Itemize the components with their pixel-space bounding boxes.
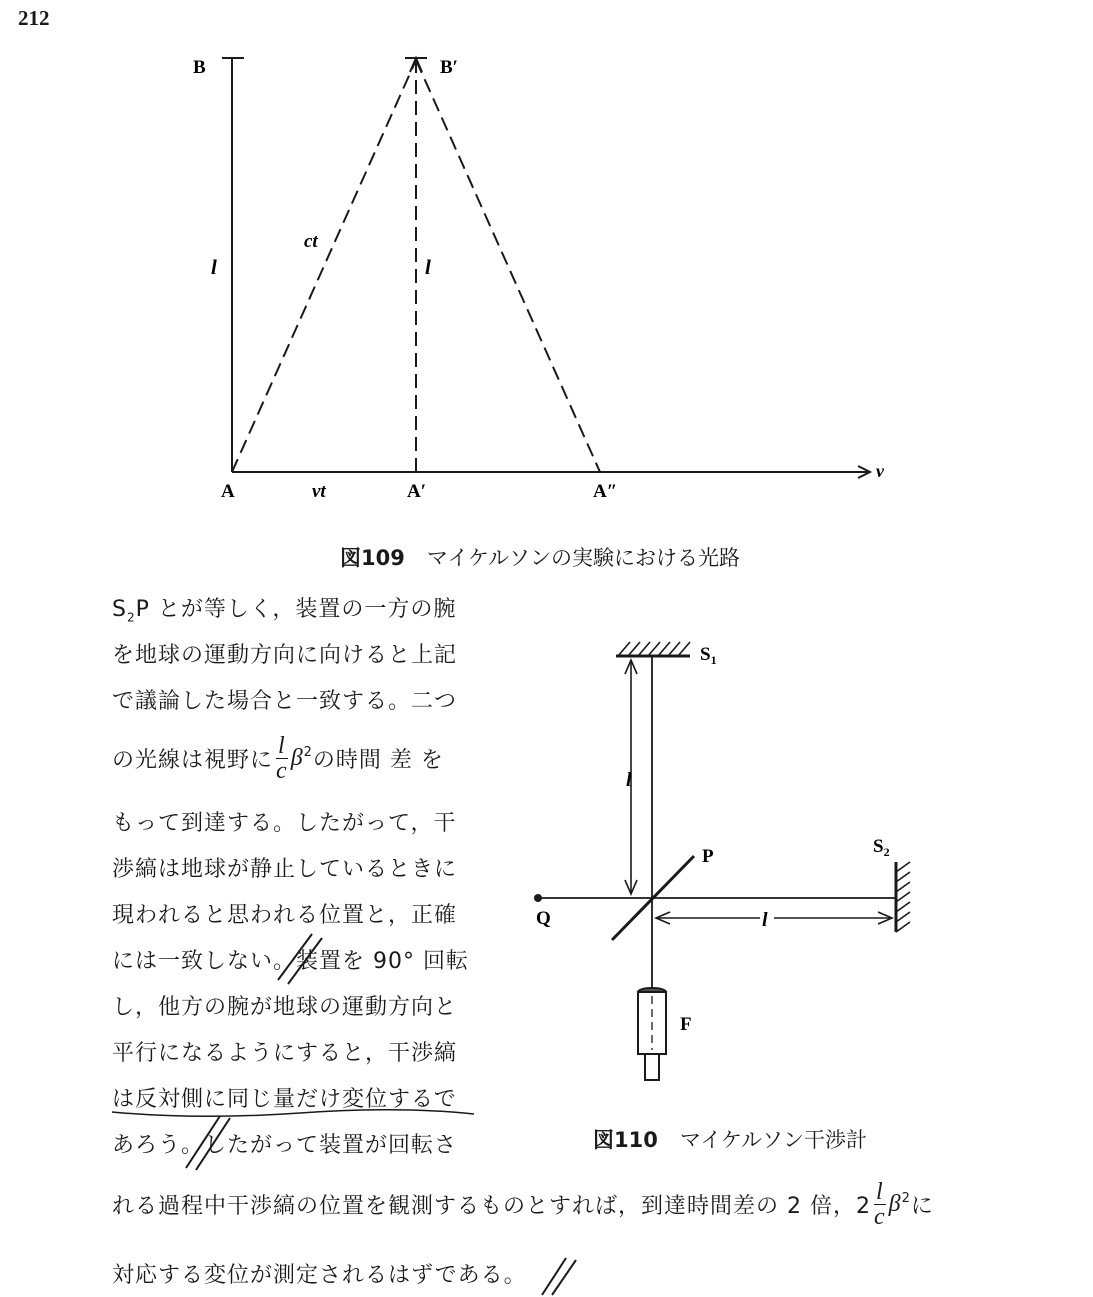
- label-Q: Q: [536, 908, 551, 929]
- label-A-dprime: A″: [593, 481, 618, 502]
- handwritten-marks: [112, 934, 576, 1295]
- body-line-10: 平行になるようにすると，干渉縞: [112, 1041, 458, 1066]
- body-line-4: の光線は視野に $\frac{l}{c}$ $\beta^2$の時間 差 を: [112, 733, 444, 784]
- label-l-left: l: [211, 255, 217, 279]
- label-ct: ct: [304, 231, 318, 252]
- source-Q-dot: [534, 894, 542, 902]
- body-line-5: もって到達する。したがって，干: [112, 811, 457, 836]
- body-line-12: あろう。したがって装置が回転さ: [112, 1133, 458, 1158]
- mirror-S1-hatch: [618, 642, 690, 656]
- mirror-S2-hatch: [896, 862, 910, 932]
- body-line-8: には一致しない。装置を 90° 回転: [112, 949, 469, 974]
- figure-109-number: 図109: [340, 546, 405, 570]
- body-line-14: 対応する変位が測定されるはずである。: [112, 1263, 527, 1288]
- page-number: 212: [18, 6, 50, 30]
- label-l-vertical: l: [626, 769, 632, 791]
- telescope-F: [638, 988, 666, 1080]
- label-v: v: [876, 461, 884, 481]
- label-l-mid: l: [425, 255, 431, 279]
- label-S2: $S_2$: [873, 836, 890, 859]
- body-line-9: し，他方の腕が地球の運動方向と: [112, 995, 458, 1020]
- label-S1: $S_1$: [700, 644, 717, 667]
- figure-110-title: マイケルソン干渉計: [679, 1128, 867, 1152]
- body-line-7: 現われると思われる位置と，正確: [112, 903, 458, 928]
- body-line-2: を地球の運動方向に向けると上記: [112, 643, 458, 668]
- figure-109-title: マイケルソンの実験における光路: [426, 546, 740, 570]
- label-F: F: [680, 1014, 692, 1035]
- fraction-l-over-c: $\frac{l}{c}$: [276, 733, 288, 784]
- body-line-11: は反対側に同じ量だけ変位するで: [112, 1087, 457, 1112]
- label-A: A: [221, 481, 235, 502]
- body-line-13: れる過程中干渉縞の位置を観測するものとすれば，到達時間差の 2 倍，2 $\frac{l}{c}$ $\beta^2$に: [112, 1179, 934, 1230]
- label-vt: vt: [312, 481, 326, 502]
- label-A-prime: A′: [407, 481, 427, 502]
- figure-110-number: 図110: [593, 1128, 658, 1152]
- fraction-l-over-c-2: $\frac{l}{c}$: [873, 1179, 886, 1230]
- label-B-prime: B′: [440, 57, 459, 78]
- body-line-6: 渉縞は地球が静止しているときに: [112, 857, 458, 882]
- label-l-horizontal: l: [762, 909, 768, 931]
- body-line-1: $S_2P$ とが等しく，装置の一方の腕: [112, 597, 457, 625]
- label-P: P: [702, 846, 714, 867]
- label-B: B: [193, 57, 206, 78]
- figure-110-caption: [593, 1124, 867, 1154]
- body-line-3: で議論した場合と一致する。二つ: [112, 689, 458, 714]
